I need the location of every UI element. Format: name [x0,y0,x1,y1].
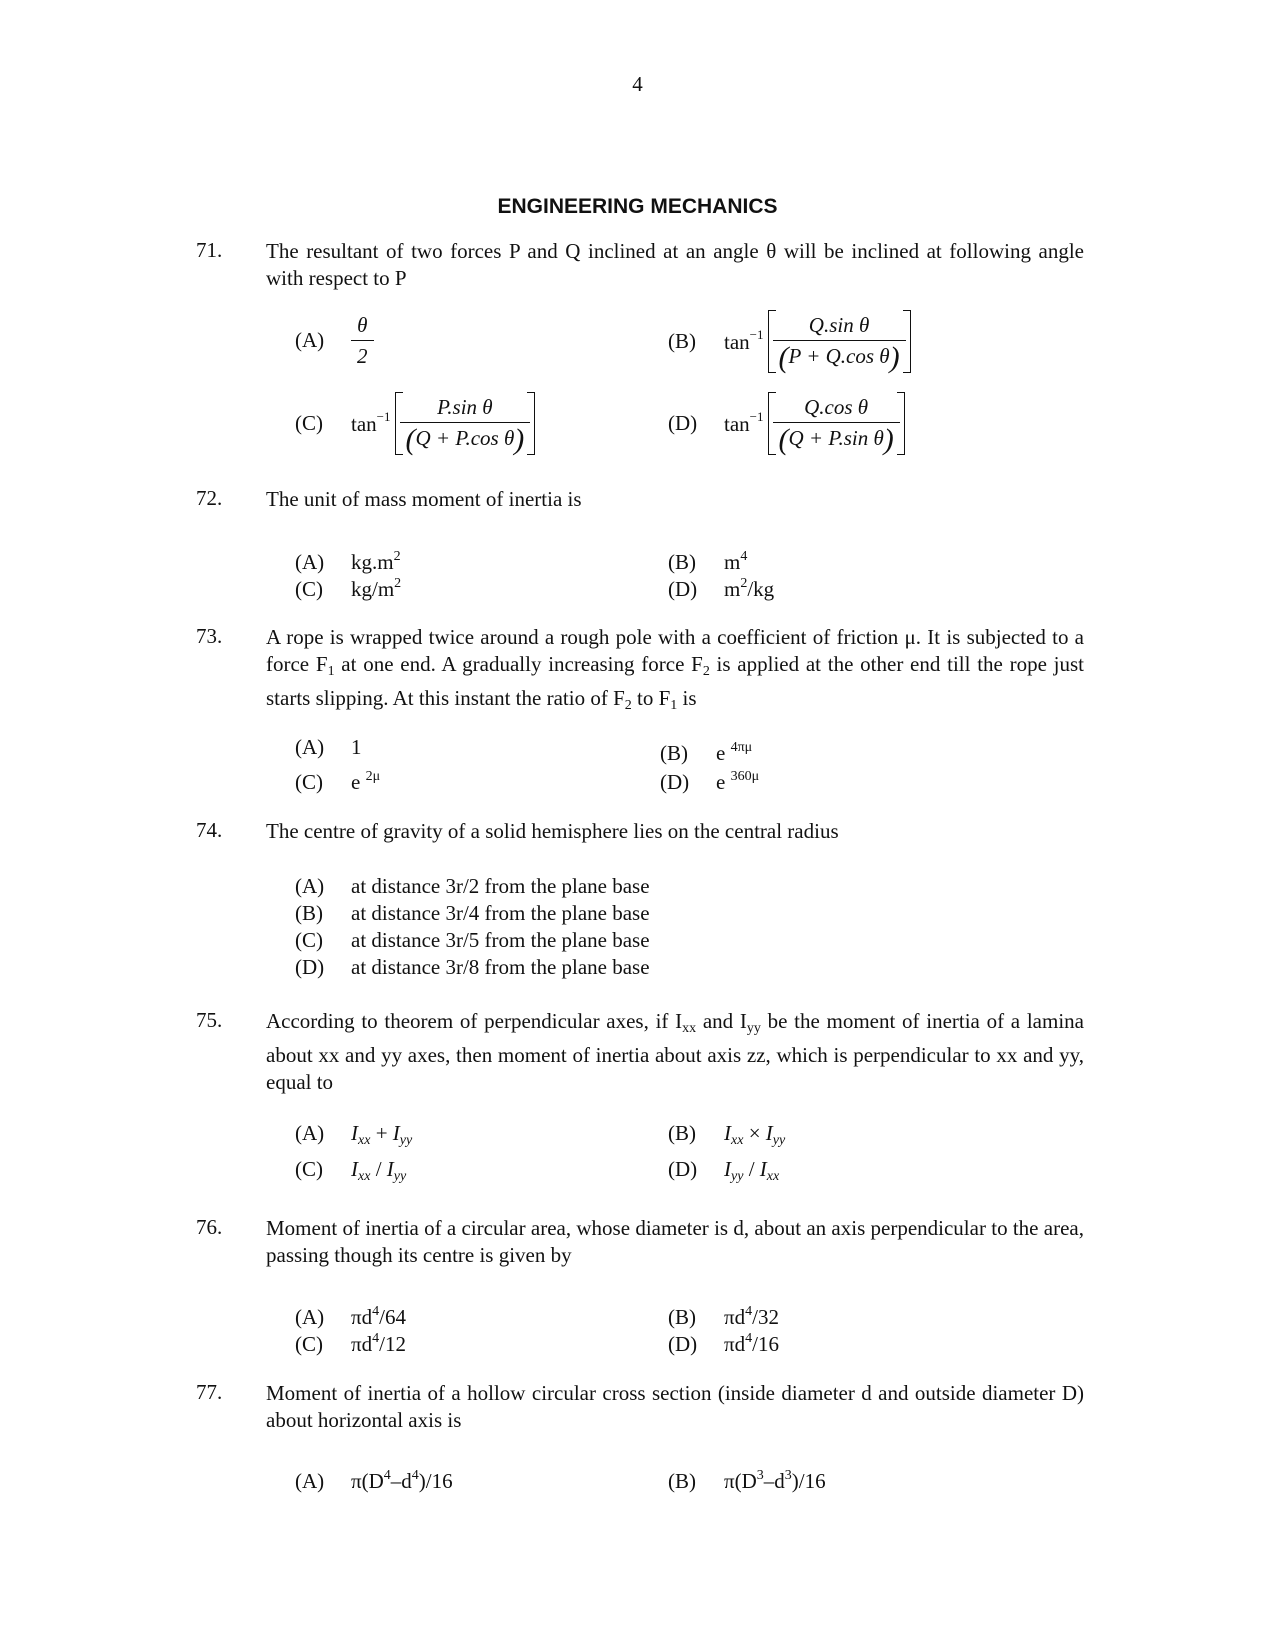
fraction [773,310,906,373]
page-number: 4 [632,72,643,96]
text-run: –d [763,1469,785,1493]
operator: + [370,1121,393,1145]
option-value: kg/m [351,577,395,601]
denominator-text: Q + P.sin θ [788,425,884,450]
subscript: xx [682,1021,697,1036]
exponent: 4πμ [730,740,753,755]
text-run: )/16 [418,1469,453,1493]
question-74-number: 74. [196,818,223,842]
inverse-exponent: −1 [749,327,764,342]
option-tail: /64 [379,1305,406,1329]
subscript: xx [358,1133,371,1148]
subscript: 2 [702,664,710,679]
q73-option-d [660,763,759,796]
exponent: 4 [383,1468,391,1483]
option-value: at distance 3r/5 from the plane base [351,928,650,952]
option-tail: /32 [752,1305,779,1329]
option-label: (B) [660,741,688,765]
exponent: 4 [411,1468,419,1483]
subscript: 1 [327,664,335,679]
question-77-number: 77. [196,1380,223,1404]
symbol: I [759,1157,767,1181]
arctan-function [724,409,764,437]
exponent: 2μ [365,769,381,784]
text-run: is [677,686,697,710]
exponent: 4 [745,1331,753,1346]
option-value: πd [724,1332,746,1356]
option-label: (D) [668,1157,698,1181]
subscript: 2 [624,698,632,713]
q77-option-b [668,1462,826,1495]
option-label: (A) [295,327,325,352]
option-label: (D) [668,410,698,435]
subscript: yy [731,1169,744,1184]
option-value: πd [351,1332,373,1356]
q74-option-b [295,900,650,927]
fraction [351,310,374,371]
option-value: at distance 3r/2 from the plane base [351,874,650,898]
q72-option-d [668,570,774,603]
function-name: tan [724,412,750,436]
q75-option-c [295,1156,406,1190]
denominator-text: Q + P.cos θ [415,425,515,450]
option-label: (A) [295,1121,325,1145]
operator: / [743,1157,760,1181]
text-run: is applied at the other end till the rope just starts slipping. At this instant the ratio of F [266,652,1084,710]
q76-option-c [295,1325,406,1358]
function-name: tan [351,412,377,436]
numerator: θ [357,312,368,337]
option-label: (D) [668,577,698,601]
subscript: xx [358,1169,371,1184]
symbol: I [724,1121,731,1145]
q76-option-d [668,1325,779,1358]
fraction [400,392,531,455]
q71-option-d [668,388,905,458]
question-73-text [266,624,1084,719]
numerator: Q.sin θ [808,312,870,337]
square-bracket [768,392,905,455]
subscript: yy [772,1133,786,1148]
subscript: 1 [670,698,678,713]
option-label: (B) [668,1305,696,1329]
option-label: (B) [668,1121,696,1145]
option-value: kg.m [351,550,394,574]
subscript: yy [393,1169,407,1184]
symbol: I [351,1121,358,1145]
option-label: (A) [295,1469,325,1493]
exponent: 4 [372,1304,380,1319]
symbol: I [386,1157,394,1181]
option-label: (C) [295,1157,323,1181]
exponent: 3 [784,1468,792,1483]
text-run: to F [631,686,671,710]
question-72-number: 72. [196,486,223,510]
denominator: (Q + P.cos θ) [400,422,531,455]
symbol: I [724,1157,731,1181]
question-71-text: The resultant of two forces P and Q inclined at an angle θ will be inclined at following angle with respect to P [266,239,1084,290]
question-72-text: The unit of mass moment of inertia is [266,487,582,511]
denominator: 2 [351,340,374,371]
exponent: 4 [740,549,748,564]
option-label: (C) [295,1332,323,1356]
option-value: πd [351,1305,373,1329]
q74-option-a [295,873,650,900]
q72-option-c [295,570,401,603]
q71-option-c [295,388,535,458]
subscript: xx [766,1169,780,1184]
option-tail: /12 [379,1332,406,1356]
text-run: be the moment of inertia of a lamina about xx and yy axes, then moment of inertia about axis zz, which is perpendicular to xx and yy, equal to [266,1009,1084,1094]
option-value: e [716,741,726,765]
option-label: (D) [660,770,690,794]
arctan-function [351,409,391,437]
option-value: m [724,550,741,574]
option-label: (B) [668,1469,696,1493]
option-tail: /16 [752,1332,779,1356]
q75-option-d [668,1156,779,1190]
operator: × [743,1121,766,1145]
option-label: (B) [668,328,696,353]
symbol: I [351,1157,358,1181]
operator: / [370,1157,387,1181]
q74-option-d [295,954,650,981]
option-value: at distance 3r/4 from the plane base [351,901,650,925]
denominator: (P + Q.cos θ) [773,340,906,373]
fraction [773,392,900,455]
q77-option-a [295,1462,453,1495]
square-bracket [395,392,536,455]
q71-option-b [668,306,911,376]
option-value: e [351,770,361,794]
question-74-text: The centre of gravity of a solid hemisphere lies on the central radius [266,819,839,843]
option-label: (D) [295,955,325,979]
exponent: 4 [372,1331,380,1346]
arctan-function [724,327,764,355]
exponent: 2 [740,576,748,591]
option-label: (C) [295,928,323,952]
option-label: (A) [295,874,325,898]
inverse-exponent: −1 [376,409,391,424]
subscript: yy [399,1133,413,1148]
question-75-number: 75. [196,1008,223,1032]
subscript: yy [746,1021,761,1036]
option-value: m [724,577,741,601]
text-run: –d [390,1469,412,1493]
text-run: π(D [724,1469,757,1493]
option-label: (B) [295,901,323,925]
function-name: tan [724,330,750,354]
question-73-number: 73. [196,624,223,648]
denominator: (Q + P.sin θ) [773,422,900,455]
option-label: (A) [295,550,325,574]
option-label: (C) [295,577,323,601]
section-title: ENGINEERING MECHANICS [497,195,778,218]
question-75-text [266,1008,1084,1096]
question-76-text: Moment of inertia of a circular area, whose diameter is d, about an axis perpendicular to the area, passing though its centre is given by [266,1216,1084,1267]
option-label: (C) [295,410,323,435]
option-value: e [716,770,726,794]
numerator: P.sin θ [437,394,493,419]
square-bracket [768,310,911,373]
exponent: 2 [394,576,402,591]
question-71-number: 71. [196,238,223,262]
symbol: I [765,1121,773,1145]
q71-option-a [295,310,374,370]
option-label: (C) [295,770,323,794]
exponent: 2 [393,549,401,564]
q73-option-c [295,763,380,796]
option-label: (A) [295,735,325,759]
option-label: (D) [668,1332,698,1356]
text-run: π(D [351,1469,384,1493]
q75-option-a [295,1120,412,1154]
text-run: at one end. A gradually increasing force F [334,652,703,676]
numerator: Q.cos θ [804,394,869,419]
denominator-text: P + Q.cos θ [788,343,890,368]
subscript: xx [731,1133,744,1148]
inverse-exponent: −1 [749,409,764,424]
option-tail: /kg [747,577,775,601]
option-label: (B) [668,550,696,574]
q74-option-c [295,927,650,954]
q73-option-a [295,734,362,761]
text-run: A rope is wrapped twice around a rough pole with a coefficient of friction μ. It is subjected to a force F [266,625,1084,676]
symbol: I [392,1121,400,1145]
text-run: According to theorem of perpendicular axes, if I [266,1009,683,1033]
q75-option-b [668,1120,785,1154]
question-77-text: Moment of inertia of a hollow circular cross section (inside diameter d and outside diameter D) about horizontal axis is [266,1381,1084,1432]
text-run: and I [696,1009,747,1033]
exponent: 360μ [730,769,760,784]
text-run: )/16 [791,1469,826,1493]
option-value: at distance 3r/8 from the plane base [351,955,650,979]
option-value: πd [724,1305,746,1329]
exponent: 4 [745,1304,753,1319]
option-label: (A) [295,1305,325,1329]
option-value: 1 [351,735,362,759]
question-76-number: 76. [196,1215,223,1239]
exponent: 3 [756,1468,764,1483]
